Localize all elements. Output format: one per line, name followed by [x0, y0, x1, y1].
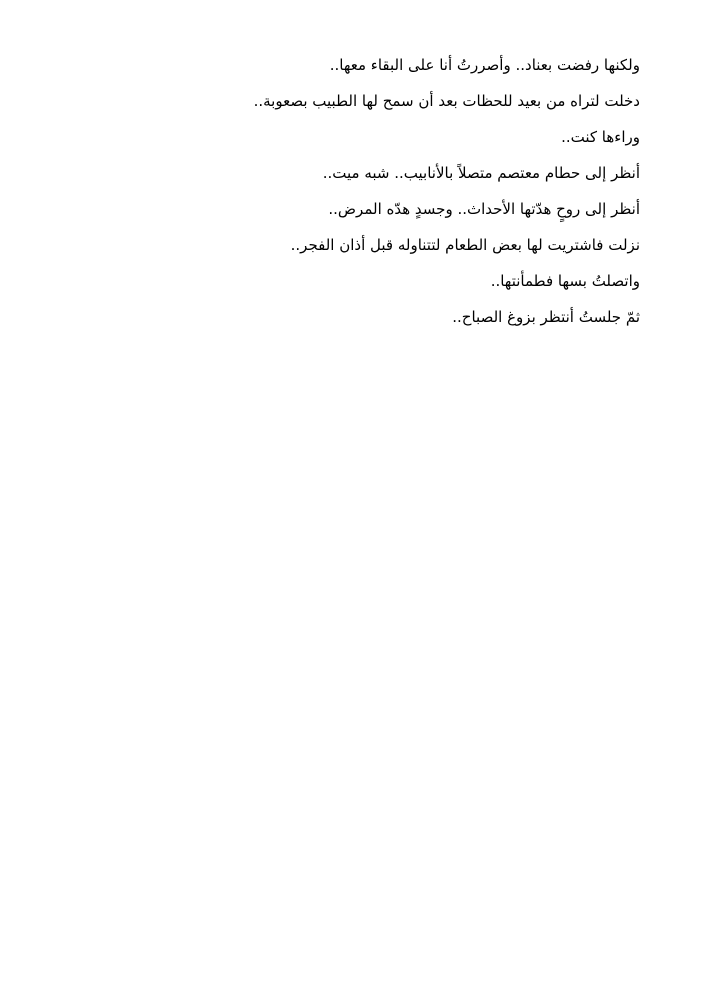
- text-line: دخلت لتراه من بعيد للحظات بعد أن سمح لها الطبيب بصعوبة..: [253, 92, 640, 110]
- text-body: [80, 50, 640, 338]
- text-line: أنظر إلى حطام معتصم متصلاً بالأنابيب.. شبه ميت..: [322, 164, 640, 182]
- text-line: أنظر إلى روحٍ هدّتها الأحداث.. وجسدٍ هدّه المرض..: [328, 200, 640, 218]
- text-line: نزلت فاشتريت لها بعض الطعام لتتناوله قبل أذان الفجر..: [290, 236, 640, 254]
- text-line: ثمّ جلستُ أنتظر بزوغ الصباح..: [452, 308, 640, 326]
- text-line: ولكنها رفضت بعناد.. وأصررتُ أنا على البقاء معها..: [329, 56, 640, 74]
- text-line: وراءها كنت..: [561, 128, 640, 146]
- text-line: واتصلتُ بسها فطمأنتها..: [490, 272, 640, 290]
